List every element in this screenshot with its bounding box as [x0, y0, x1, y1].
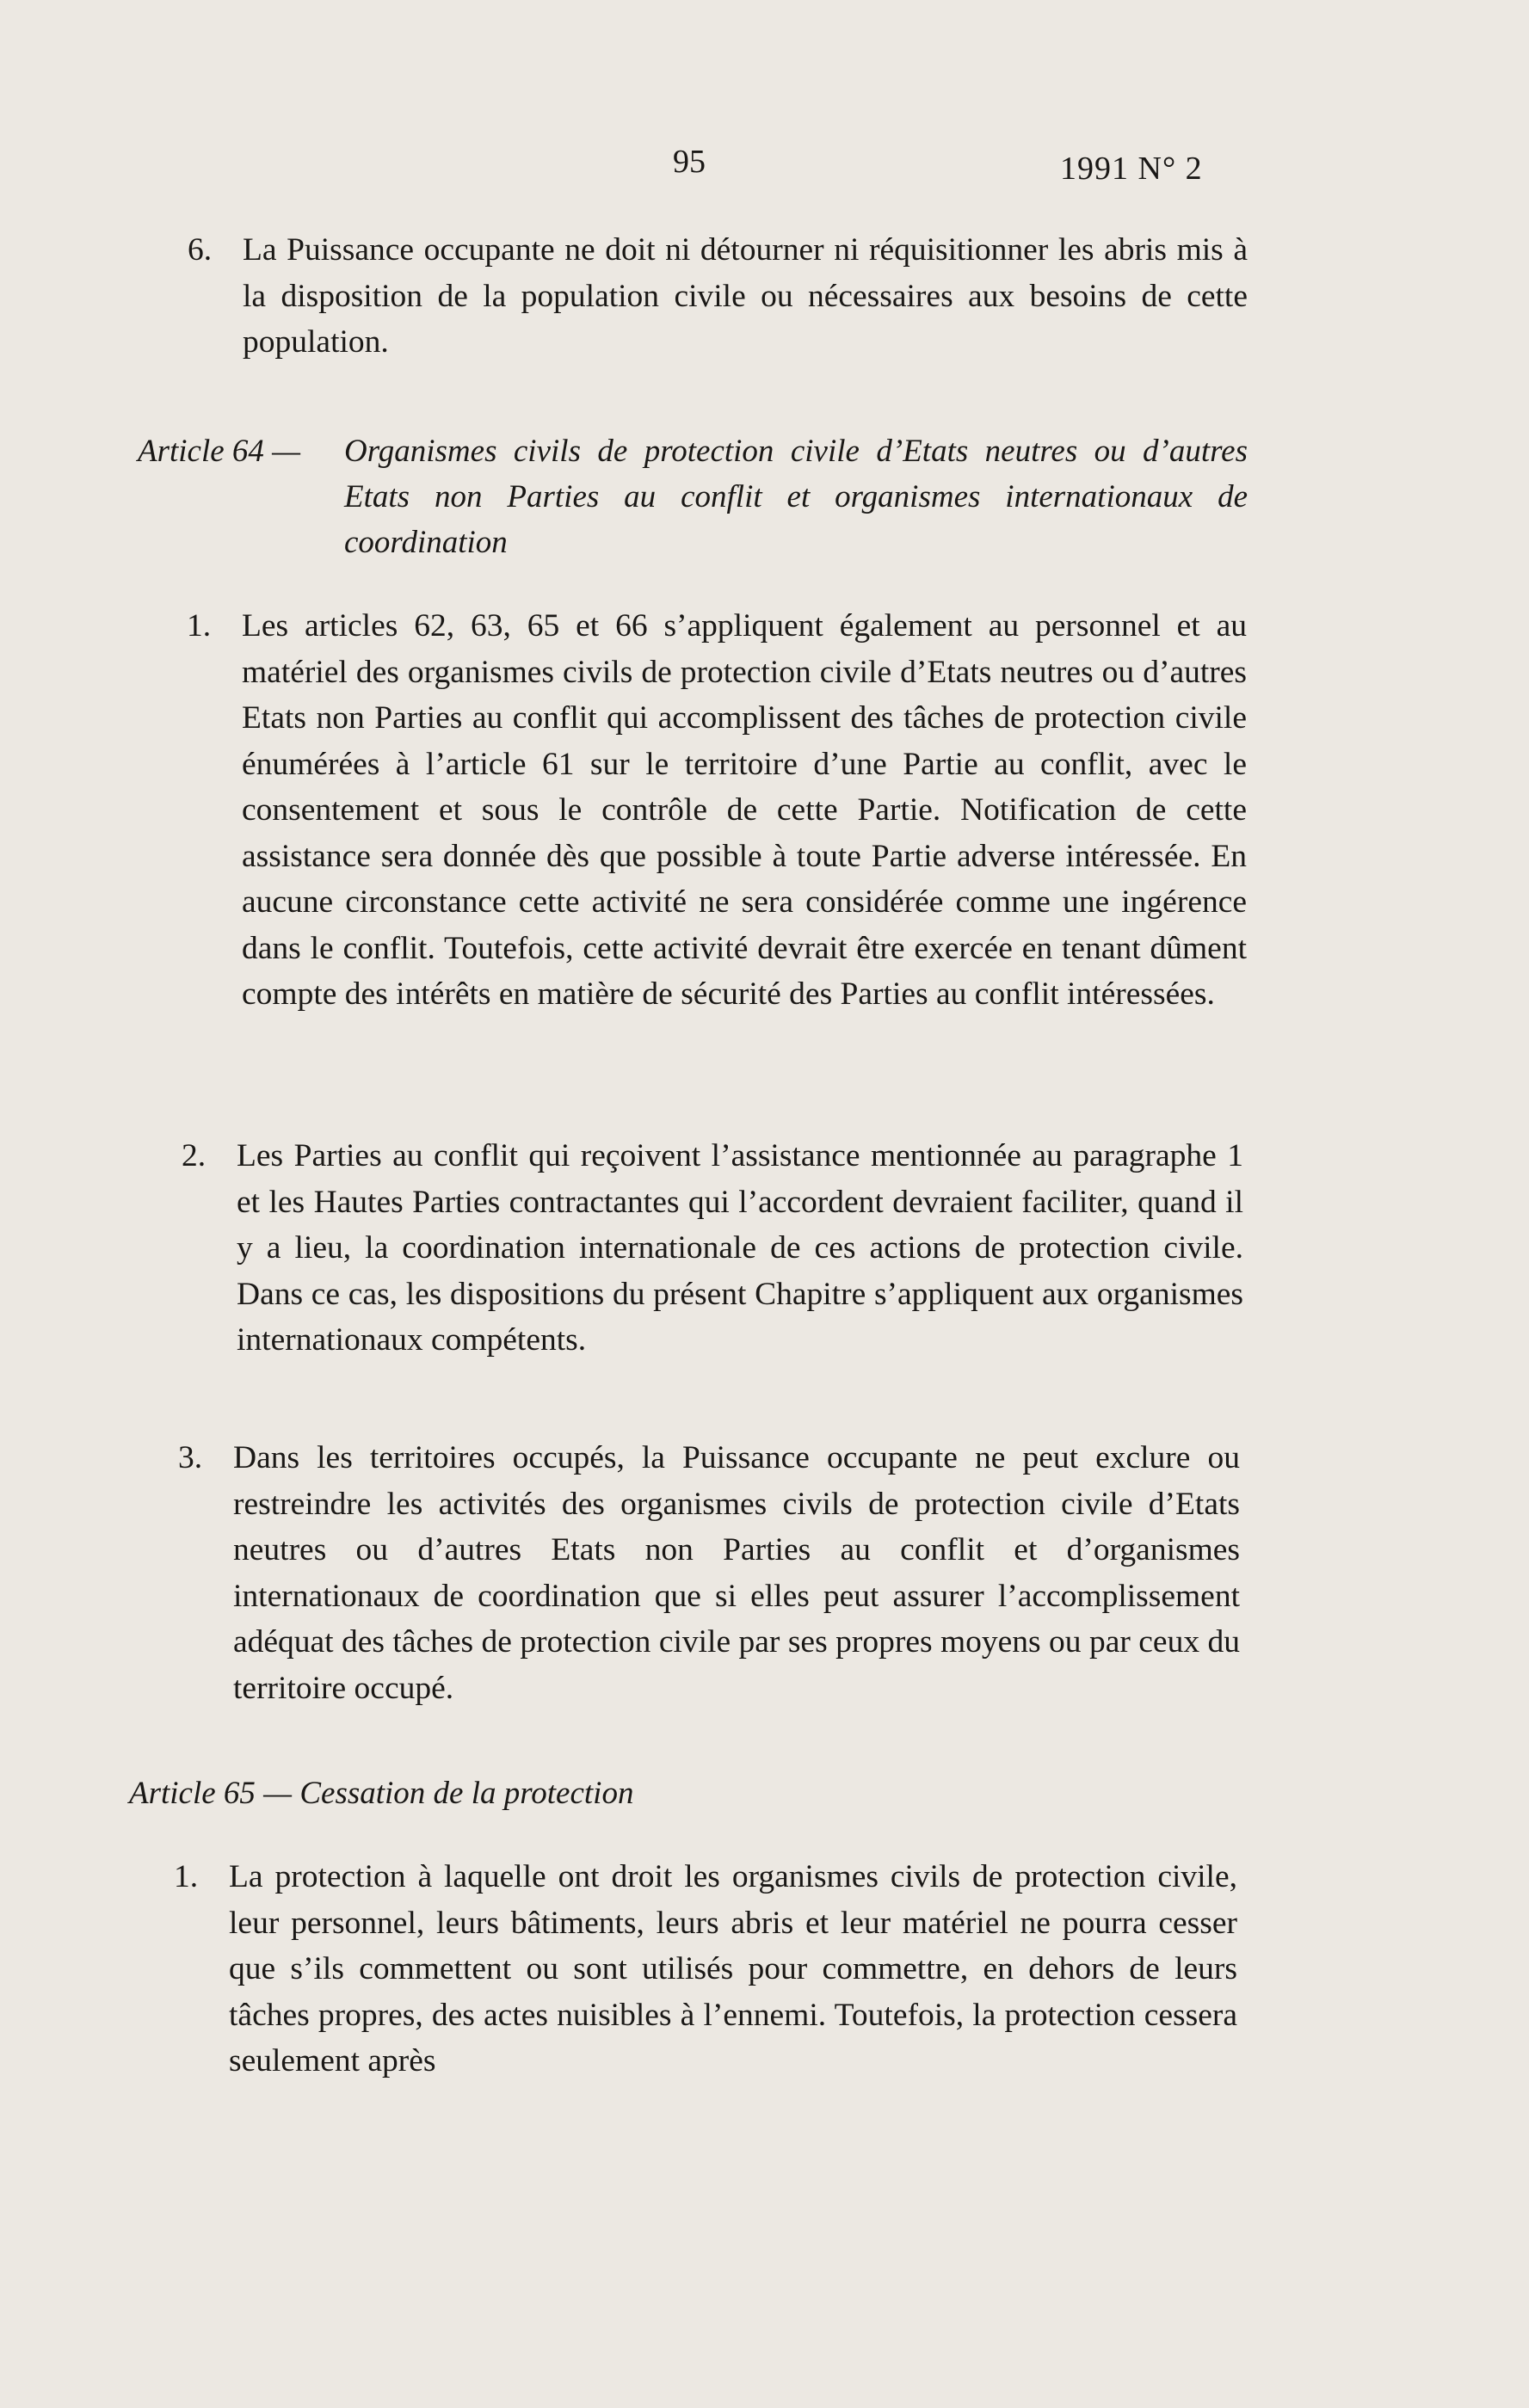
article-label: Article 65 — — [129, 1776, 293, 1811]
article-64-paragraph-1 — [187, 603, 1247, 1018]
article-64-heading — [138, 428, 1248, 565]
paragraph-number: 3. — [178, 1440, 203, 1475]
paragraph-text: La protection à laquelle ont droit les organismes civils de protection civile, leur personnel, leurs bâtiments, leurs abris et leur matériel ne pourra cesser que s’ils commettent ou sont utilisés pour commettre, en dehors de leurs tâches propres, des actes nuisibles à l’ennemi. Toutefois, la protection cessera seulement après — [229, 1859, 1237, 2079]
article-title: Cessation de la protection — [299, 1776, 634, 1811]
page-number: 95 — [673, 144, 706, 180]
article-label: Article 64 — — [138, 434, 301, 469]
paragraph-text: La Puissance occupante ne doit ni détourner ni réquisitionner les abris mis à la disposition de la population civile ou nécessaires aux besoins de cette population. — [243, 232, 1248, 360]
paragraph-text: Les articles 62, 63, 65 et 66 s’appliquent également au personnel et au matériel des organismes civils de protection civile d’Etats neutres ou d’autres Etats non Parties au conflit qui accomplissent des tâches de protection civile énumérées à l’article 61 sur le territoire d’une Partie au conflit, avec le consentement et sous le contrôle de cette Partie. Notification de cette assistance sera donnée dès que possible à toute Partie adverse intéressée. En aucune circonstance cette activité ne sera considérée comme une ingérence dans le conflit. Toutefois, cette activité devrait être exercée en tenant dûment compte des intérêts en matière de sécurité des Parties au conflit intéressées. — [242, 608, 1247, 1012]
paragraph-6 — [188, 227, 1248, 366]
paragraph-text: Dans les territoires occupés, la Puissance occupante ne peut exclure ou restreindre les activités des organismes civils de protection civile d’Etats neutres ou d’autres Etats non Parties au conflit et d’organismes internationaux de coordination que si elles peut assurer l’accomplissement adéquat des tâches de protection civile par ses propres moyens ou par ceux du territoire occupé. — [233, 1440, 1240, 1706]
article-title: Organismes civils de protection civile d’Etats neutres ou d’autres Etats non Parties au conflit et organismes internationaux de coordination — [344, 434, 1248, 560]
paragraph-number: 1. — [187, 608, 212, 644]
article-65-heading — [129, 1771, 1239, 1816]
article-65-paragraph-1 — [174, 1854, 1237, 2085]
paragraph-number: 2. — [182, 1138, 207, 1173]
paragraph-number: 6. — [188, 232, 213, 268]
paragraph-text: Les Parties au conflit qui reçoivent l’assistance mentionnée au paragraphe 1 et les Hautes Parties contractantes qui l’accordent devraient faciliter, quand il y a lieu, la coordination internationale de ces actions de protection civile. Dans ce cas, les dispositions du présent Chapitre s’appliquent aux organismes internationaux compétents. — [237, 1138, 1243, 1358]
article-64-paragraph-3 — [178, 1435, 1240, 1711]
article-64-paragraph-2 — [182, 1133, 1243, 1364]
issue-number: 1991 N° 2 — [1060, 151, 1203, 187]
paragraph-number: 1. — [174, 1859, 199, 1894]
